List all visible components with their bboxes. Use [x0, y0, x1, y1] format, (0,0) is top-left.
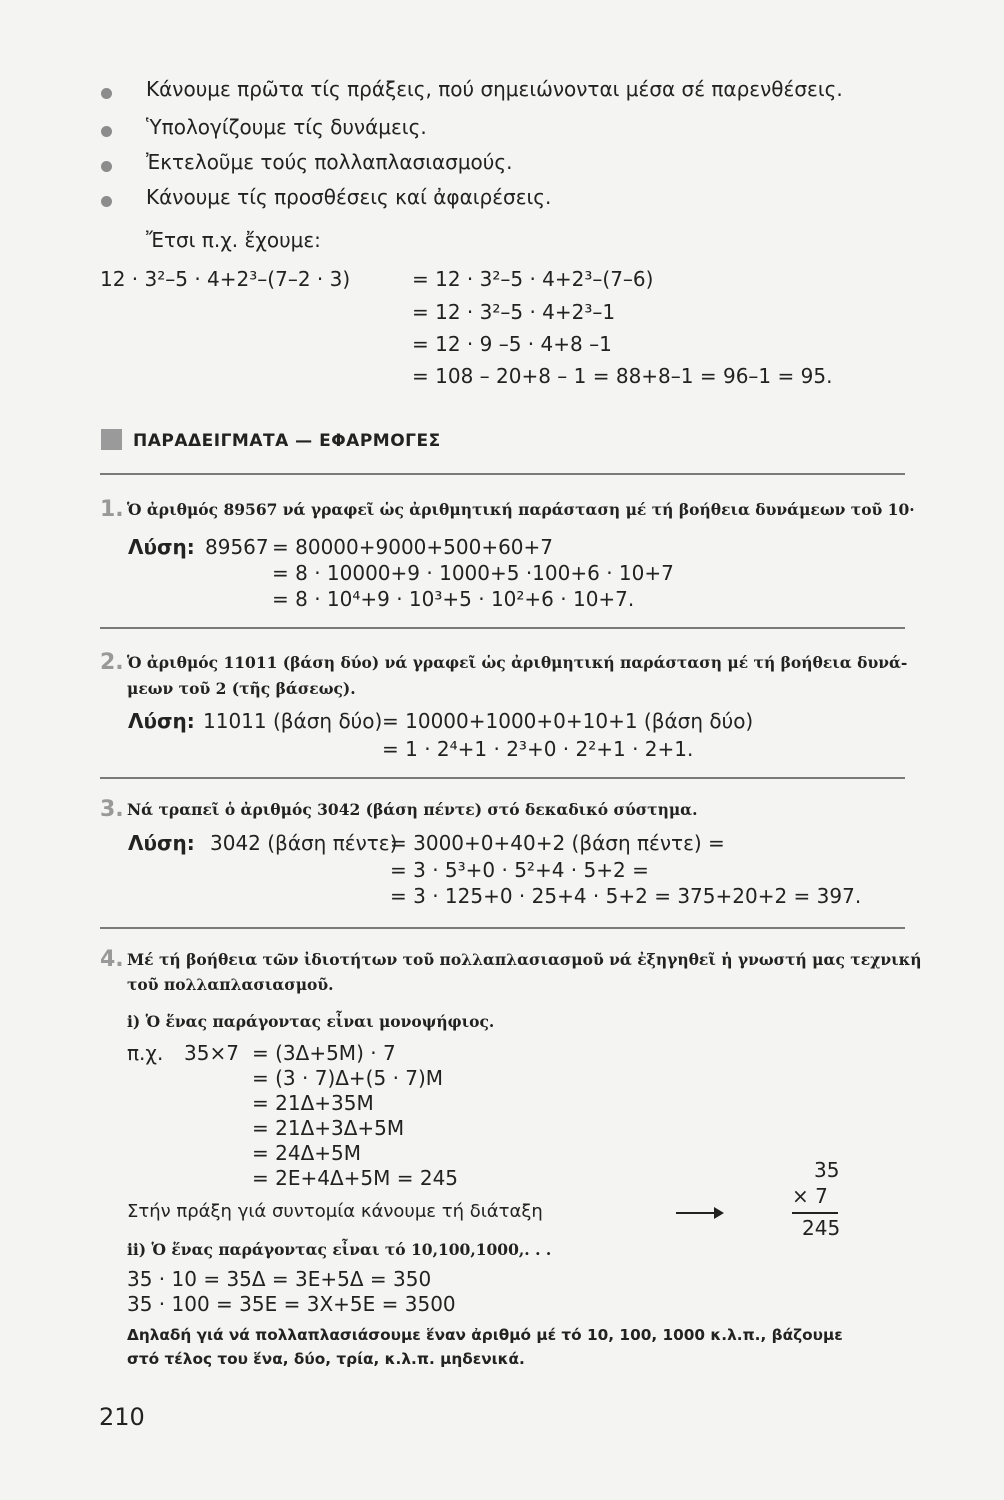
conclusion: στό τέλος του ἕνα, δύο, τρία, κ.λ.π. μηδενικά.: [127, 1350, 525, 1368]
section-marker-icon: [101, 429, 122, 450]
example-line: = 24Δ+5Μ: [252, 1141, 361, 1165]
example-number: 4.: [100, 947, 124, 972]
example-statement: μεων τοῦ 2 (τῆς βάσεως).: [127, 679, 356, 698]
example-line: = 1 · 2⁴+1 · 2³+0 · 2²+1 · 2+1.: [382, 737, 694, 761]
example-line: = (3 · 7)Δ+(5 · 7)Μ: [252, 1066, 444, 1090]
rule-1: Κάνουμε πρῶτα τίς πράξεις, πού σημειώνονται μέσα σέ παρενθέσεις.: [146, 77, 843, 101]
example-line: = 10000+1000+0+10+1 (βάση δύο): [382, 709, 754, 733]
solution-label: Λύση:: [128, 831, 195, 855]
bullet-icon: [101, 196, 112, 207]
example-lhs: 89567: [205, 535, 269, 559]
example-lhs: 35×7: [184, 1041, 239, 1065]
worked-lhs: 12 · 3²–5 · 4+2³–(7–2 · 3): [100, 267, 351, 291]
worked-line: = 108 – 20+8 – 1 = 88+8–1 = 96–1 = 95.: [412, 364, 833, 388]
section-title: ΠΑΡΑΔΕΙΓΜΑΤΑ — ΕΦΑΡΜΟΓΕΣ: [133, 431, 441, 451]
example-line: = 3 · 5³+0 · 5²+4 · 5+2 =: [390, 858, 649, 882]
example-lhs: 11011 (βάση δύο): [203, 709, 383, 733]
bullet-icon: [101, 88, 112, 99]
example-eq: 35 · 100 = 35Ε = 3Χ+5Ε = 3500: [127, 1292, 456, 1316]
bullet-icon: [101, 161, 112, 172]
example-line: = 3 · 125+0 · 25+4 · 5+2 = 375+20+2 = 397.: [390, 884, 862, 908]
conclusion: Δηλαδή γιά νά πολλαπλασιάσουμε ἕναν ἀριθμό μέ τό 10, 100, 1000 κ.λ.π., βάζουμε: [127, 1326, 843, 1344]
example-number: 1.: [100, 497, 124, 522]
layout-result: 245: [802, 1216, 841, 1240]
worked-line: = 12 · 9 –5 · 4+8 –1: [412, 332, 612, 356]
example-statement: Ὁ ἀριθμός 11011 (βάση δύο) νά γραφεῖ ὡς ἀριθμητική παράσταση μέ τή βοήθεια δυνά-: [127, 653, 908, 672]
example-line: = 2Ε+4Δ+5Μ = 245: [252, 1166, 459, 1190]
example-eq: 35 · 10 = 35Δ = 3Ε+5Δ = 350: [127, 1267, 432, 1291]
divider: [100, 627, 905, 629]
bullet-icon: [101, 126, 112, 137]
rule-4: Κάνουμε τίς προσθέσεις καί ἀφαιρέσεις.: [146, 185, 552, 209]
divider: [100, 777, 905, 779]
rule-3: Ἐκτελοῦμε τούς πολλαπλασιασμούς.: [146, 150, 513, 174]
worked-line: = 12 · 3²–5 · 4+2³–1: [412, 300, 616, 324]
example-line: = 3000+0+40+2 (βάση πέντε) =: [390, 831, 725, 855]
case-i-heading: i) Ὁ ἕνας παράγοντας εἶναι μονοψήφιος.: [127, 1012, 495, 1031]
example-statement: Μέ τή βοήθεια τῶν ἰδιοτήτων τοῦ πολλαπλασιασμοῦ νά ἐξηγηθεῖ ἡ γνωστή μας τεχνική: [127, 950, 922, 969]
example-line: = 21Δ+3Δ+5Μ: [252, 1116, 405, 1140]
example-line: = 80000+9000+500+60+7: [272, 535, 554, 559]
layout-multiplier: × 7: [792, 1184, 828, 1208]
layout-top-number: 35: [814, 1158, 840, 1182]
example-statement: Νά τραπεῖ ὁ ἀριθμός 3042 (βάση πέντε) στό δεκαδικό σύστημα.: [127, 800, 698, 819]
divider: [100, 927, 905, 929]
divider: [100, 473, 905, 475]
example-number: 2.: [100, 650, 124, 675]
example-line: = 8 · 10000+9 · 1000+5 ·100+6 · 10+7: [272, 561, 674, 585]
example-number: 3.: [100, 797, 124, 822]
intro-text: Ἔτσι π.χ. ἔχουμε:: [146, 228, 321, 252]
example-line: = (3Δ+5Μ) · 7: [252, 1041, 396, 1065]
case-ii-heading: ii) Ὁ ἕνας παράγοντας εἶναι τό 10,100,1000,. . .: [127, 1240, 552, 1259]
example-line: = 8 · 10⁴+9 · 10³+5 · 10²+6 · 10+7.: [272, 587, 635, 611]
layout-underline: [792, 1212, 838, 1214]
arrow-icon: [676, 1212, 722, 1214]
example-line: = 21Δ+35Μ: [252, 1091, 374, 1115]
worked-line: = 12 · 3²–5 · 4+2³–(7–6): [412, 267, 654, 291]
practice-text: Στήν πράξη γιά συντομία κάνουμε τή διάταξη: [127, 1201, 543, 1222]
rule-2: Ὑπολογίζουμε τίς δυνάμεις.: [146, 115, 427, 139]
page-number: 210: [99, 1403, 145, 1431]
solution-label: Λύση:: [128, 535, 195, 559]
example-px: π.χ.: [127, 1041, 164, 1065]
example-statement: τοῦ πολλαπλασιασμοῦ.: [127, 975, 334, 994]
example-statement: Ὁ ἀριθμός 89567 νά γραφεῖ ὡς ἀριθμητική παράσταση μέ τή βοήθεια δυνάμεων τοῦ 10·: [127, 500, 915, 519]
example-lhs: 3042 (βάση πέντε): [210, 831, 398, 855]
solution-label: Λύση:: [128, 709, 195, 733]
